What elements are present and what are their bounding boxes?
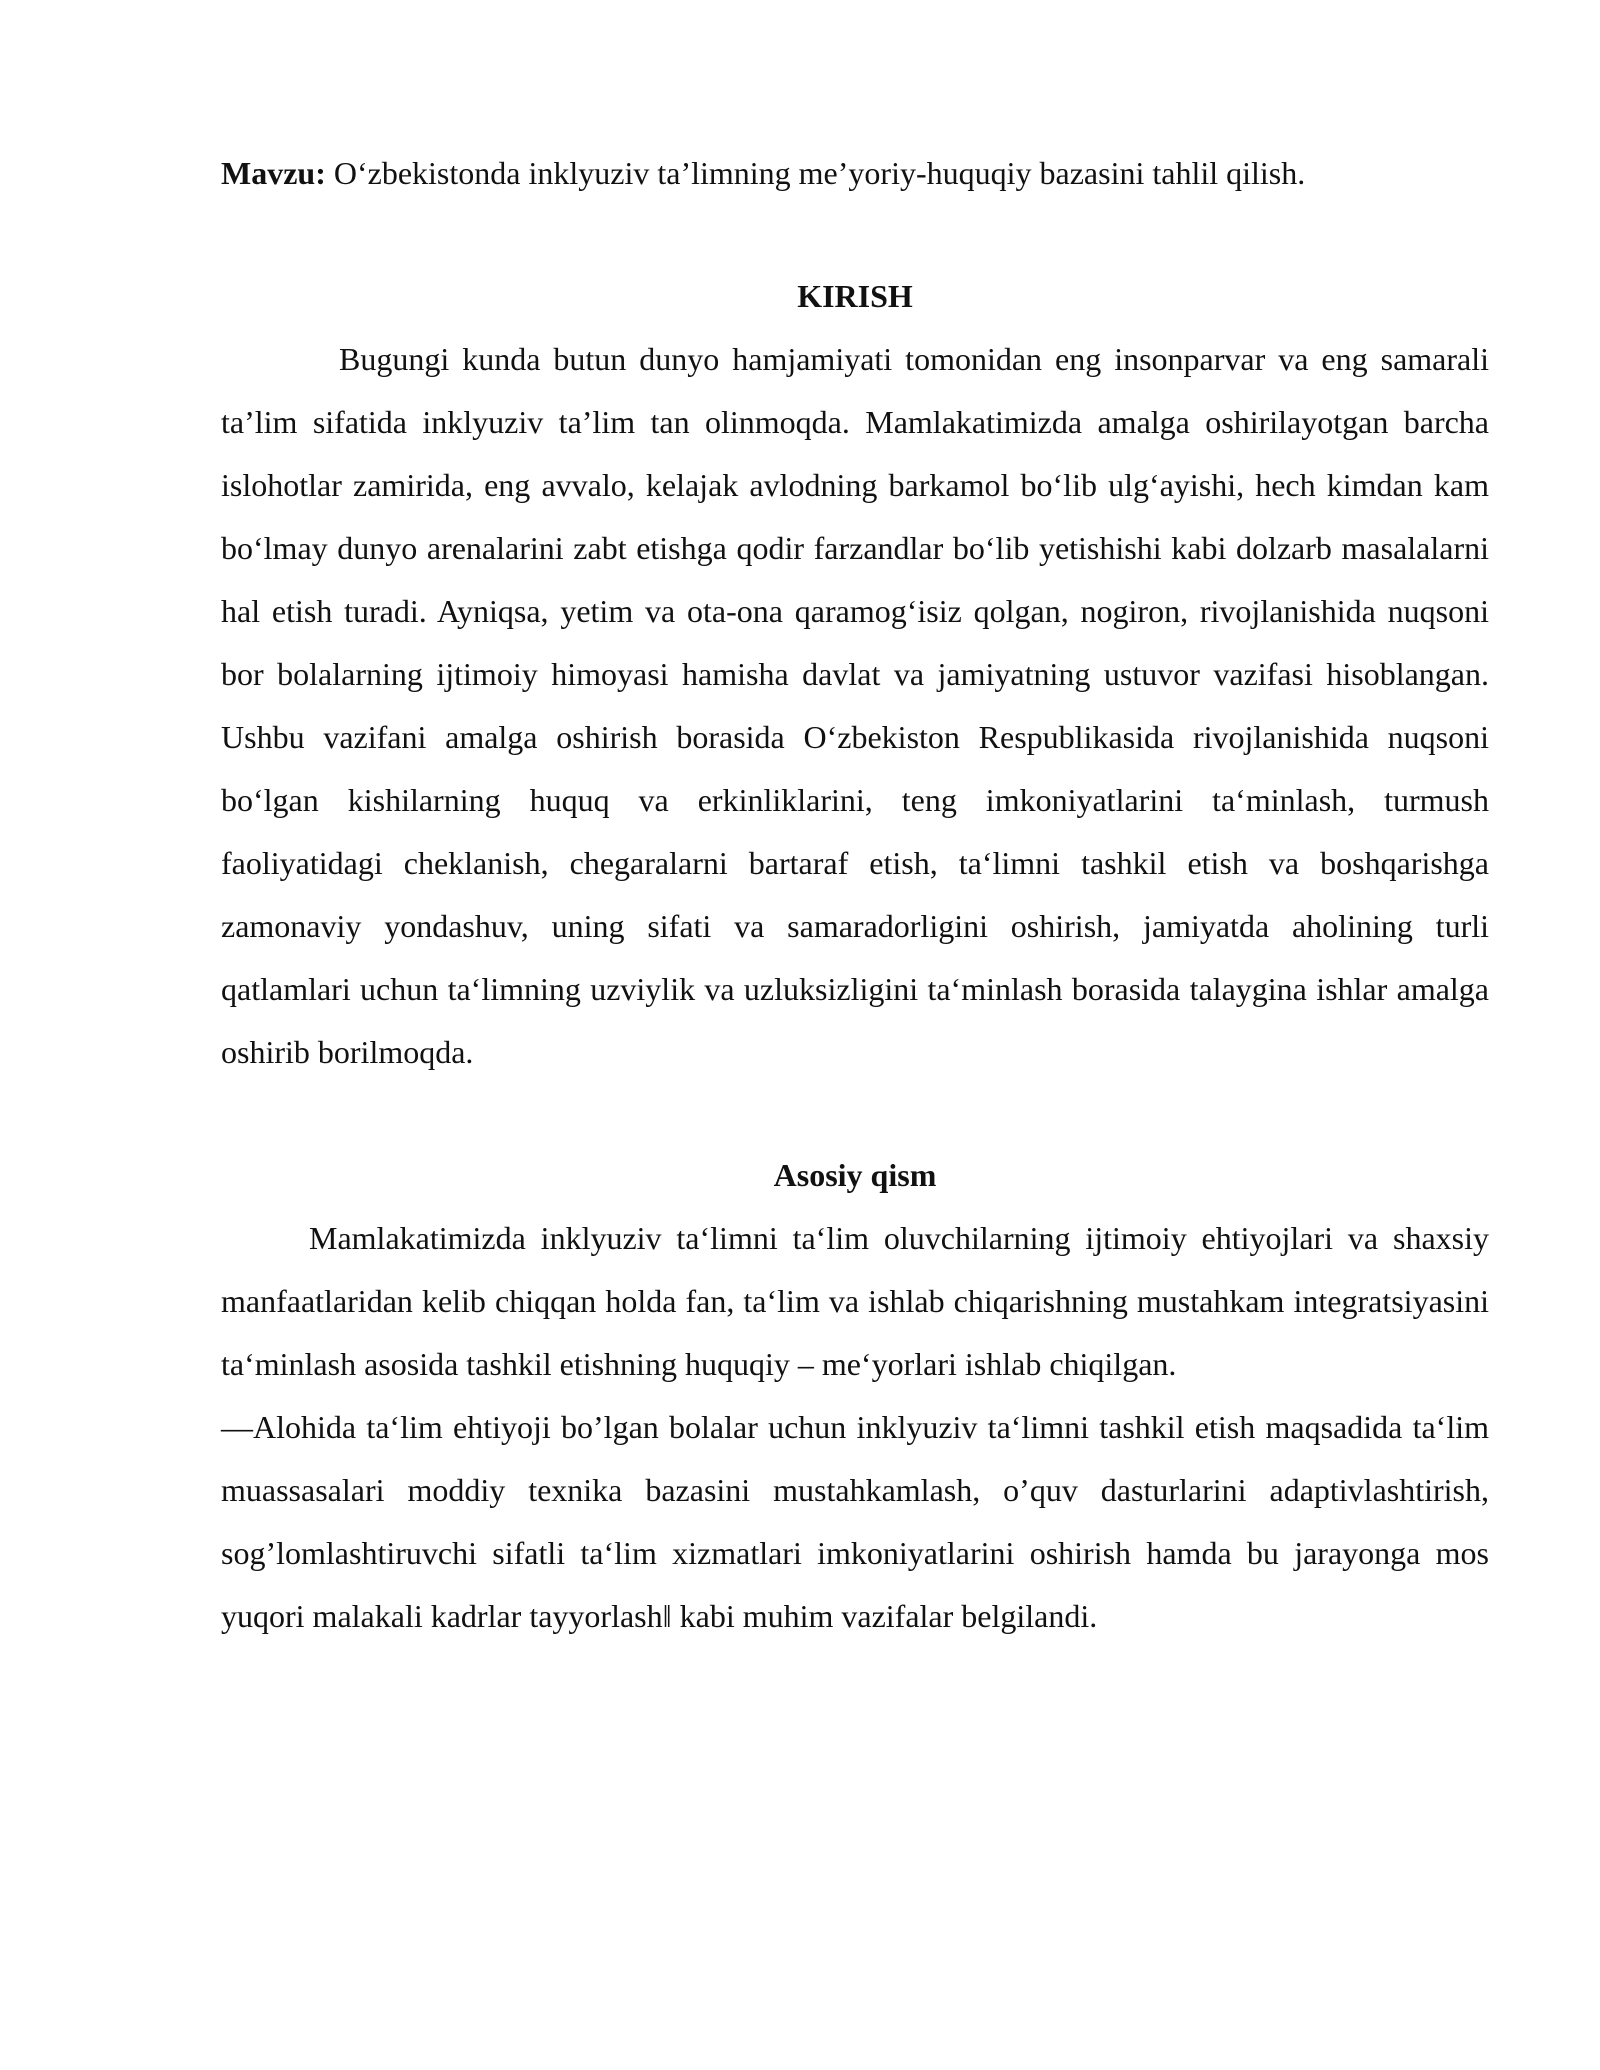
topic-text: O‘zbekistonda inklyuziv ta’limning me’yoriy-huquqiy bazasini tahlil qilish.: [325, 155, 1306, 191]
intro-paragraph: Bugungi kunda butun dunyo hamjamiyati tomonidan eng insonparvar va eng samarali ta’lim sifatida inklyuziv ta’lim tan olinmoqda. Mamlakatimizda amalga oshirilayotgan barcha islohotlar zamirida, eng avvalo, kelajak avlodning barkamol bo‘lib ulg‘ayishi, hech kimdan kam bo‘lmay dunyo arenalarini zabt etishga qodir farzandlar bo‘lib yetishishi kabi dolzarb masalalarni hal etish turadi. Ayniqsa, yetim va ota-ona qaramog‘isiz qolgan, nogiron, rivojlanishida nuqsoni bor bolalarning ijtimoiy himoyasi hamisha davlat va jamiyatning ustuvor vazifasi hisoblangan. Ushbu vazifani amalga oshirish borasida O‘zbekiston Respublikasida rivojlanishida nuqsoni bo‘lgan kishilarning huquq va erkinliklarini, teng imkoniyatlarini ta‘minlash, turmush faoliyatidagi cheklanish, chegaralarni bartaraf etish, ta‘limni tashkil etish va boshqarishga zamonaviy yondashuv, uning sifati va samaradorligini oshirish, jamiyatda aholining turli qatlamlari uchun ta‘limning uzviylik va uzluksizligini ta‘minlash borasida talaygina ishlar amalga oshirib borilmoqda.: [221, 341, 1489, 1070]
main-heading: Asosiy qism: [773, 1157, 937, 1193]
main-paragraph-2: ―Alohida ta‘lim ehtiyoji bo’lgan bolalar uchun inklyuziv ta‘limni tashkil etish maqsadida ta‘lim muassasalari moddiy texnika bazasini mustahkamlash, o’quv dasturlarini adaptivlashtirish, sog’lomlashtiruvchi sifatli ta‘lim xizmatlari imkoniyatlarini oshirish hamda bu jarayonga mos yuqori malakali kadrlar tayyorlash‖ kabi muhim vazifalar belgilandi.: [221, 1409, 1489, 1634]
intro-heading: KIRISH: [797, 278, 913, 314]
topic-label: Mavzu:: [221, 155, 326, 191]
topic-line: [221, 142, 1489, 205]
main-paragraph-1: Mamlakatimizda inklyuziv ta‘limni ta‘lim oluvchilarning ijtimoiy ehtiyojlari va shaxsiy manfaatlaridan kelib chiqqan holda fan, ta‘lim va ishlab chiqarishning mustahkam integratsiyasini ta‘minlash asosida tashkil etishning huquqiy – me‘yorlari ishlab chiqilgan.: [221, 1220, 1489, 1382]
document-page: [221, 142, 1489, 1648]
